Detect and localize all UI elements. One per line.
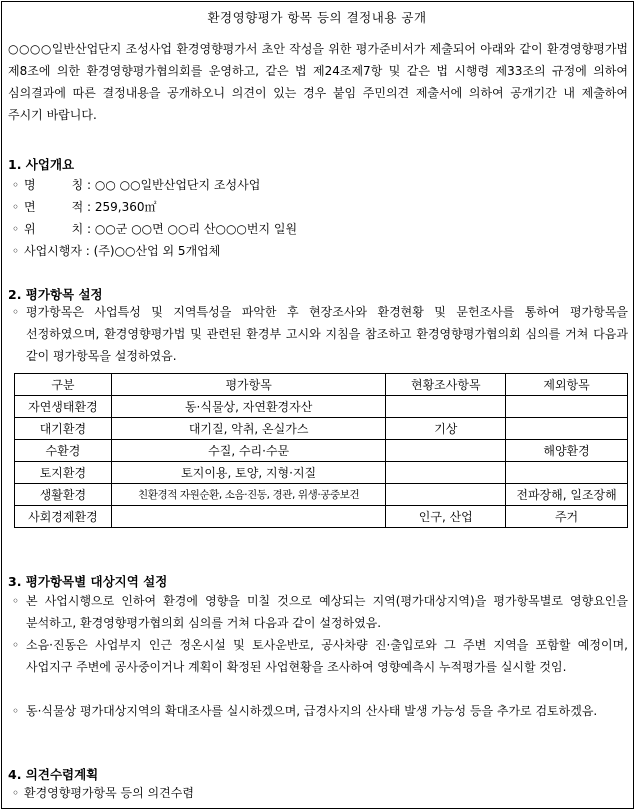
- table-cell: 해양환경: [506, 440, 628, 462]
- evaluation-items-text: ◦ 평가항목은 사업특성 및 지역특성을 파악한 후 현장조사와 환경현황 및 문헌조사를 통하여 평가항목을 선정하였으며, 환경영향평가법 및 관련된 환경부 고시와 지침을 참조하고 환경영향평가협의회 심의를 거쳐 다음과 같이 평가항목을 설정하였음.: [12, 301, 628, 367]
- table-row: [15, 484, 628, 506]
- bullet-marker: ◦: [12, 594, 20, 608]
- table-cell: 전파장해, 일조장해: [506, 484, 628, 506]
- opinion-plan-item: ◦ 환경영향평가항목 등의 의견수렴: [12, 783, 194, 803]
- table-row: [15, 396, 628, 418]
- table-cell: [386, 440, 506, 462]
- table-cell: 생활환경: [15, 484, 112, 506]
- table-cell: [386, 462, 506, 484]
- table-cell: [386, 396, 506, 418]
- bullet-marker: ◦: [12, 244, 20, 258]
- table-cell: 토지환경: [15, 462, 112, 484]
- table-cell: [506, 396, 628, 418]
- target-area-item: ◦ 본 사업시행으로 인하여 환경에 영향을 미칠 것으로 예상되는 지역(평가대상지역)을 평가항목별로 영향요인을 분석하고, 환경영향평가협의회 심의를 거쳐 다음과 같이 설정하였음.: [12, 590, 628, 634]
- table-cell: 자연생태환경: [15, 396, 112, 418]
- overview-item-area: ◦ 면 적 : 259,360㎡: [12, 197, 156, 217]
- bullet-marker: ◦: [12, 200, 20, 214]
- table-row: [15, 462, 628, 484]
- intro-paragraph: ○○○○일반산업단지 조성사업 환경영향평가서 초안 작성을 위한 평가준비서가 제출되어 아래와 같이 환경영향평가법 제8조에 의한 환경영향평가협의회를 운영하고, 같은 법 제24조제7항 및 같은 법 시행령 제33조의 규정에 의하여 심의결과에 따른 결정내용을 공개하오니 의견이 있는 경우 붙임 주민의견 제출서에 의하여 공개기간 내 제출하여 주시기 바랍니다.: [8, 42, 628, 122]
- target-area-item: ◦ 동·식물상 평가대상지역의 확대조사를 실시하겠으며, 급경사지의 산사태 발생 가능성 등을 추가로 검토하겠음.: [12, 700, 628, 722]
- table-cell: [111, 506, 386, 528]
- bullet-marker: ◦: [12, 786, 20, 800]
- table-row: [15, 506, 628, 528]
- section-heading-overview: 1. 사업개요: [8, 157, 75, 172]
- table-row: [15, 440, 628, 462]
- target-area-item: ◦ 소음·진동은 사업부지 인근 정온시설 및 토사운반로, 공사차량 진·출입로와 그 주변 지역을 포함할 예정이며, 사업지구 주변에 공사중이거나 계획이 확정된 사업현황을 조사하여 영향예측시 누적평가를 실시할 것임.: [12, 634, 628, 678]
- column-header-evaluation-items: 평가항목: [111, 374, 386, 396]
- table-cell: 대기환경: [15, 418, 112, 440]
- column-header-category: 구분: [15, 374, 112, 396]
- document-title: 환경영향평가 항목 등의 결정내용 공개: [207, 10, 427, 25]
- section-heading-target-area: 3. 평가항목별 대상지역 설정: [8, 574, 168, 589]
- table-cell: 동·식물상, 자연환경자산: [111, 396, 386, 418]
- table-cell: [506, 418, 628, 440]
- table-cell: 사회경제환경: [15, 506, 112, 528]
- column-header-survey-items: 현황조사항목: [386, 374, 506, 396]
- table-cell: [386, 484, 506, 506]
- table-cell: 인구, 산업: [386, 506, 506, 528]
- table-cell: 기상: [386, 418, 506, 440]
- section-heading-evaluation-items: 2. 평가항목 설정: [8, 287, 103, 302]
- overview-item-location: ◦ 위 치 : ○○군 ○○면 ○○리 산○○○번지 일원: [12, 219, 297, 239]
- table-cell: 대기질, 악취, 온실가스: [111, 418, 386, 440]
- bullet-marker: ◦: [12, 638, 20, 652]
- table-cell: 수환경: [15, 440, 112, 462]
- bullet-marker: ◦: [12, 305, 20, 319]
- bullet-marker: ◦: [12, 178, 20, 192]
- table-cell: 친환경적 자원순환, 소음·진동, 경관, 위생·공중보건: [111, 484, 386, 506]
- evaluation-items-table: [14, 373, 628, 528]
- overview-item-name: ◦ 명 칭 : ○○ ○○일반산업단지 조성사업: [12, 175, 260, 195]
- table-cell: 수질, 수리·수문: [111, 440, 386, 462]
- bullet-marker: ◦: [12, 222, 20, 236]
- table-cell: [506, 462, 628, 484]
- table-row: [15, 418, 628, 440]
- table-header-row: [15, 374, 628, 396]
- table-cell: 주거: [506, 506, 628, 528]
- overview-item-operator: ◦ 사업시행자 : (주)○○산업 외 5개업체: [12, 241, 220, 261]
- section-heading-opinion-plan: 4. 의견수렴계획: [8, 767, 99, 782]
- column-header-excluded-items: 제외항목: [506, 374, 628, 396]
- table-cell: 토지이용, 토양, 지형·지질: [111, 462, 386, 484]
- bullet-marker: ◦: [12, 704, 20, 718]
